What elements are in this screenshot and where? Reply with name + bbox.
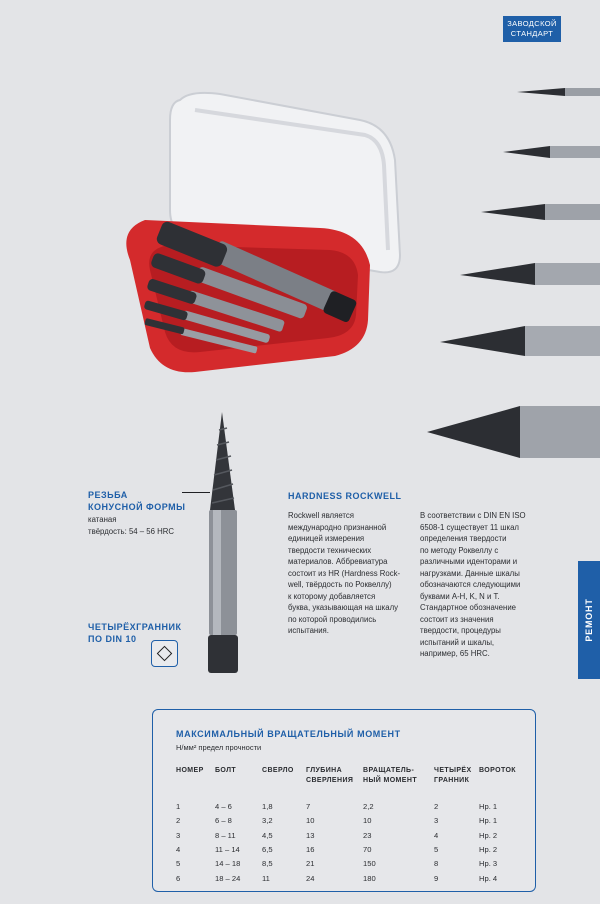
hardness-title: HARDNESS ROCKWELL	[288, 491, 402, 501]
hardness-text-line: твердости, процедуры	[420, 626, 501, 635]
hardness-text-line: различными иденторами и	[420, 557, 518, 566]
table-cell: 8 – 11	[215, 830, 236, 840]
table-column-header-line1: ГЛУБИНА	[306, 767, 343, 774]
table-cell: 9	[434, 873, 439, 883]
table-cell: 4 – 6	[215, 802, 232, 811]
thread-pointer-line	[182, 492, 210, 493]
table-cell: 14 – 18	[215, 859, 241, 869]
table-column-header	[434, 766, 472, 786]
badge-line2: СТАНДАРТ	[510, 29, 554, 38]
hex-title-line1: ЧЕТЫРЁХГРАННИК	[88, 622, 182, 632]
table-column-header	[306, 766, 353, 786]
table-cell: Нр. 2	[479, 830, 498, 840]
hardness-text-line: состоит из значения	[420, 614, 494, 624]
table-column-header-line2: ГРАННИК	[434, 777, 470, 784]
table-cell: 4	[176, 844, 181, 854]
table-cell: 3	[434, 816, 439, 826]
hardness-text-line: Rockwell является	[288, 511, 354, 520]
table-column-header	[176, 766, 204, 776]
hardness-text-line: обозначаются следующими	[420, 580, 521, 589]
table-column-header-line1: ВРАЩАТЕЛЬ-	[363, 767, 415, 774]
table-row	[153, 802, 535, 815]
table-cell: 2	[176, 816, 181, 826]
table-cell: Нр. 1	[479, 816, 498, 826]
hardness-text-line: по методу Роквеллу с	[420, 545, 499, 555]
table-cell: 7	[306, 802, 311, 811]
torque-table-panel	[152, 709, 536, 892]
table-row	[153, 816, 535, 829]
table-cell: 6,5	[262, 844, 273, 854]
extractor-tips-image	[425, 80, 600, 460]
thread-title-line1: РЕЗЬБА	[88, 490, 128, 500]
hardness-text-line: к которому добавляется	[288, 591, 376, 601]
hardness-text-col2	[420, 510, 560, 660]
table-cell: 10	[306, 816, 315, 826]
hardness-text-line: испытаний и шкалы,	[420, 637, 495, 647]
table-cell: 5	[176, 859, 181, 869]
badge-line1: ЗАВОДСКОЙ	[507, 19, 557, 28]
table-cell: 180	[363, 873, 376, 883]
hardness-text-line: нагрузками. Данные шкалы	[420, 568, 520, 578]
thread-title	[88, 489, 185, 513]
hardness-text-line: состоит из HR (Hardness Rock-	[288, 568, 401, 578]
thread-desc-line2: твёрдость: 54 – 56 HRC	[88, 526, 175, 536]
table-cell: 13	[306, 830, 315, 840]
thread-description	[88, 514, 174, 537]
table-cell: 6 – 8	[215, 816, 232, 826]
table-cell: Нр. 2	[479, 844, 498, 854]
section-tab-label: РЕМОНТ	[584, 598, 594, 642]
table-cell: 24	[306, 873, 315, 883]
table-column-header-line1: СВЕРЛО	[262, 767, 294, 774]
table-row	[153, 859, 535, 872]
table-column-header-line1: БОЛТ	[215, 767, 237, 774]
torque-table-title: МАКСИМАЛЬНЫЙ ВРАЩАТЕЛЬНЫЙ МОМЕНТ	[176, 729, 401, 739]
table-row	[153, 874, 535, 887]
hardness-text-line: международно признанной	[288, 522, 387, 532]
table-cell: 11	[262, 873, 270, 883]
hardness-text-line: Стандартное обозначение	[420, 603, 517, 612]
hardness-text-line: твердости технических	[288, 545, 372, 555]
table-cell: 8	[434, 859, 439, 869]
hardness-text-line: испытания.	[288, 626, 329, 635]
table-column-header	[363, 766, 417, 786]
table-cell: Нр. 3	[479, 859, 498, 869]
single-extractor-image	[200, 410, 245, 675]
hardness-text-line: В соответствии с DIN EN ISO	[420, 511, 526, 520]
table-cell: 10	[363, 816, 372, 826]
thread-title-line2: КОНУСНОЙ ФОРМЫ	[88, 502, 186, 512]
table-column-header-line1: ЧЕТЫРЁХ	[434, 767, 472, 774]
table-cell: 23	[363, 830, 372, 840]
table-cell: 5	[434, 844, 439, 854]
table-column-header-line2: НЫЙ МОМЕНТ	[363, 777, 417, 784]
table-cell: 8,5	[262, 859, 273, 869]
hardness-text-line: буква, указывающая на шкалу	[288, 603, 399, 612]
table-cell: 6	[176, 873, 181, 883]
table-column-header-line1: НОМЕР	[176, 767, 204, 774]
table-column-header-line2: СВЕРЛЕНИЯ	[306, 777, 354, 784]
table-cell: Нр. 4	[479, 873, 498, 883]
table-cell: 4,5	[262, 830, 273, 840]
factory-standard-badge	[503, 16, 561, 42]
table-cell: 1,8	[262, 802, 273, 811]
table-row	[153, 845, 535, 858]
hardness-text-line: по которой проводились	[288, 614, 377, 624]
hardness-text-line: например, 65 HRC.	[420, 649, 490, 658]
table-cell: 2	[434, 802, 439, 811]
table-cell: 3,2	[262, 816, 273, 826]
table-cell: 4	[434, 830, 439, 840]
table-cell: 16	[306, 844, 315, 854]
table-cell: Нр. 1	[479, 802, 498, 811]
table-column-header-line1: ВОРОТОК	[479, 767, 516, 774]
table-cell: 21	[306, 859, 315, 869]
table-cell: 70	[363, 844, 372, 854]
thread-desc-line1: катаная	[88, 515, 117, 524]
hardness-text-line: материалов. Аббревиатура	[288, 557, 388, 566]
hardness-text-col1	[288, 510, 413, 637]
extractor-set-case-image	[100, 80, 420, 380]
hardness-text-line: определения твердости	[420, 534, 507, 543]
table-cell: 18 – 24	[215, 873, 241, 883]
square-drive-icon	[151, 640, 178, 667]
table-column-header	[479, 766, 516, 776]
table-column-header	[215, 766, 236, 776]
table-cell: 2,2	[363, 802, 374, 811]
torque-table-subtitle: Н/мм² предел прочности	[176, 743, 262, 752]
hardness-text-line: единицей измерения	[288, 534, 365, 543]
hardness-text-line: 6508-1 существует 11 шкал	[420, 522, 519, 532]
hex-title-line2: ПО DIN 10	[88, 634, 137, 644]
table-row	[153, 831, 535, 844]
table-cell: 1	[176, 802, 181, 811]
hardness-text-line: well, твёрдость по Роквеллу)	[288, 580, 392, 589]
section-tab-repair	[578, 561, 600, 679]
table-column-header	[262, 766, 294, 776]
table-cell: 11 – 14	[215, 844, 240, 854]
table-cell: 150	[363, 859, 376, 869]
table-cell: 3	[176, 830, 181, 840]
hardness-text-line: буквами A-H, K, N и T.	[420, 591, 500, 601]
